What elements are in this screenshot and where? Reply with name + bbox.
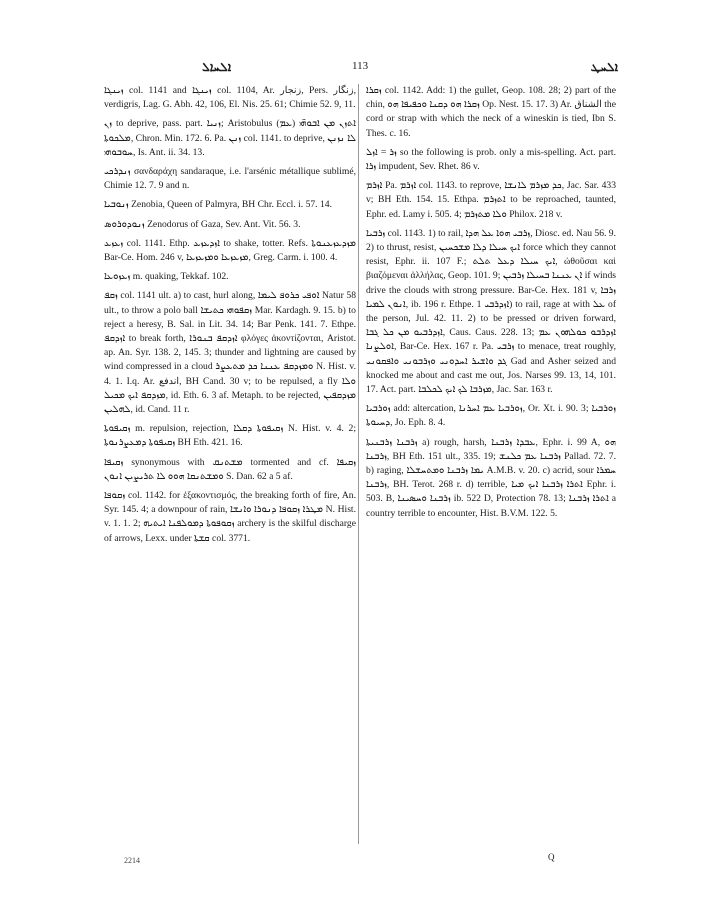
printer-signature: 2214 <box>124 856 140 865</box>
dictionary-entry: ܙܩܝܦܐ synonymous with ܡܫܬܢܩ tormented and cf. ܙܩܝܦܐ ܘܡܫܬܢܩܐ ܗܘܘ ܠܐ ܬܪܝܨܝܢ ܐܢܘܢ S. Dan. 62 a 5 af. <box>104 456 356 482</box>
dictionary-entry: ܙܢܘܕܘܪܘܣ Zenodorus of Gaza, Sev. Ant. Vit. 56. 3. <box>104 218 301 230</box>
running-head-left: ܐܠܚܐܠ <box>202 60 232 74</box>
gathering-mark: Q <box>548 852 555 862</box>
right-column <box>366 84 616 526</box>
dictionary-entry: ܙܥܙܘܥܐ m. quaking, Tekkaf. 102. <box>104 271 229 283</box>
dictionary-entry: ܙܢܕܪܟܝ σανδαράχη sandaraque, i.e. l'arsénic métallique sublimé, Chimie 12. 7. 9 and n. <box>104 166 356 192</box>
dictionary-entry: ܙܪܒܝܐ col. 1143. 1) to rail, ܙܪܒܝ ܗܘܐ ܥܠ ܗܕܐ, Diosc. ed. Nau 56. 9. 2) to thrust, resist, ܐܝܟ ܚܝܠܐ ܕܠܐ ܡܫܟܚܝܢ force which they cannot resist, Ephr. ii. 107 F.; ܐܝܟ ܚܝܠܐ ܕܥܠ ܬܠܬ, ὠθοῦσαι καὶ βιαζόμεναι ἀλλήλας, Geop. 101. 9; ܐܢ ܥܢܢܐ ܒܚܝܠܐ ܙܪܒܝܢ if winds drive the clouds with strong pressure. Bar-Ce. Hex. 181 v, ܙܪܒܐ ܐܢܘܢ ܠܡܝܐ, ib. 196 r. Ethpe. ܐܙܕܪܒܝ 1) to rail, rage at with ܥܠ of the person, Jul. 42. 11. 2) to be pressed or driven forward, ܐܙܕܪܒܝܘ ܡܢ ܟܠ ܓܒܐ, Caus. Caus. 228. 13; ܐܙܕܪܒܘ ܟܘܠܗܘܢ ܥܡ ܐܘܠܨܢܐ, Bar-Ce. Hex. 167 r. Pa. ܙܪܒܝ to menace, treat roughly, ܓܕ ܘܐܫܝܪ ܐܚܕܘܢܝ ܘܙܪܒܘܢܝ ܘܐܦܩܘܢܝ Gad and Asher seized and knocked me about and cast me out, Jos. Narses 99. 13, 14, 101. 17. Act. part. ܡܙܪܒܐ ܠܟ ܐܝܟ ܠܟܠܒܐ, Jac. Sar. 163 r. <box>366 227 617 396</box>
dictionary-entry: ܙܪܒܢܐ ܙܪܒܢܝܬܐ a) rough, harsh, ܥܒܕܐ ܙܪܒܢܐ, Ephr. i. 99 A, ܗܘ ܙܪܒܢܐ, BH Eth. 151 ult., 335. 19; ܙܪܒܢܐ ܥܡ ܟܠܢܫ Pallad. 72. 7. b) raging, ܝܡܐ ܙܪܒܢܐ ܘܡܬܚܫܠܐ A.M.B. v. 20. c) acrid, sour ܚܡܪܐ ܙܪܒܢܐ, BH. Terot. 268 r. d) terrible, ܐܬܪܐ ܙܪܒܢܐ ܐܝܟ ܡܝܐ Ephr. i. 503. B, ܙܪܒܢܐ ܘܚܣܝܢܐ ib. 522 D, Protection 78. 13; ܐܬܪܐ ܙܪܒܢܐ a country terrible to encounter, Hist. B.V.M. 122. 5. <box>366 436 617 519</box>
dictionary-entry: ܙܥܙܥ col. 1141. Ethp. ܐܙܕܥܙܥ to shake, totter. Refs. ܡܙܕܥܙܥܢܘܬܐ Bar-Ce. Hom. 246 v, ܡܙܥܙܥܐ ܘܡܙܥܙܥܐ, Greg. Carm. i. 100. 4. <box>104 237 356 264</box>
dictionary-entry: ܙܩܪܐ col. 1142. Add: 1) the gullet, Geop. 108. 28; 2) part of the chin, ܙܩܪܐ ܗܘ ܕܩܢܐ ܘܟܦܝܦܐ ܗܘ Op. Nest. 15. 17. 3) Ar. الشناق the cord or strap with which the neck of a wineskin is tied, Ibn S. Thes. c. 16. <box>366 85 616 139</box>
page-number: 113 <box>352 60 369 72</box>
dictionary-entry: ܙܩܝܦܘܬܐ m. repulsion, rejection, ܙܩܝܦܘܬܐ ܕܩܠܐ N. Hist. v. 4. 2; ܙܩܝܦܘܬܐ ܕܡܥܨܪܢܘܬܐ BH Eth. 421. 16. <box>104 423 356 449</box>
dictionary-entry: ܙܢܘܒܝܐ Zenobia, Queen of Palmyra, BH Chr. Eccl. i. 57. 14. <box>104 199 332 211</box>
dictionary-entry: ܙܪ = ܐܙܠ so the following is prob. only a mis-spelling. Act. part. ܙܪܐ impudent, Sev. Rhet. 86 v. <box>366 146 617 173</box>
dictionary-entry: ܙܢ to deprive, pass. part. ܙܢܝܐ; Aristobulus ܐܬܙܢ ܡܢ ܐܒܘܗ̈ܝ (ܥܡ) ܡܠܟܘܬܐ, Chron. Min. 172. 6. Pa. ܙܢܢ col. 1141. to deprive, ܠܐ ܢܙܢܢ ܚܘܒܘܗܝ, Is. Ant. ii. 34. 13. <box>104 118 356 158</box>
dictionary-entry: ܙܝܢܓܐ col. 1141 and ܙܝܢܓܐ col. 1104, Ar. زنجار, Pers. زنگار, verdigris, Lag. G. Abh. 42, 106, El. Nis. 25. 61; Chimie 52. 9, 11. <box>104 85 356 111</box>
dictionary-entry: ܙܩܘܦܐ col. 1142. for ἐξακοντισμός, the breaking forth of fire, An. Syr. 145. 4; a downpour of rain, ܡܛܪܐ ܙܩܘܦܐ ܕܢܘܪܐ ܘܐܢܫܐ N. Hist. v. 1. 1. 2; ܙܩܘܦܘܬܐ ܕܡܘܠܦܢܐ ܐܝܬܝܗ archery is the skilful discharge of arrows, Lexx. under ܩܫܬܐ col. 3771. <box>104 490 356 544</box>
column-divider <box>358 84 359 844</box>
dictionary-entry: ܙܩܦ col. 1141 ult. a) to cast, hurl along, ܐܘܦܝ ܟܪܘܦ ܠܝܡܐ Natur 58 ult., to throw a polo ball ܙܩܦܘܗܝ ܟܬܝܫܐ Mar. Kardagh. 9. 15. b) to reject a heresy, B. Sal. in Lit. 34. 14; Bar Penk. 141. 7. Ethpe. ܐܙܕܩܦ to break forth, ܐܙܕܩܦ ܒܢܘܪܐ φλόγες ἀκοντίζονται, Aristot. ap. An. Syr. 138. 2, 145. 3; thunder and lightning are caused by wind compressed in a cloud ܘܡܙܕܩܦ ܥܢܢܐ ܟܕ ܡܬܥܨܪ N. Hist. v. 4. 1. I.q. Ar. اندفع, BH Cand. 30 v; to be repulsed, a fly ܘܠܐ ܡܙܕܩܦ ܐܝܟ ܡܟܝܠ, id. Eth. 6. 3 af. Metaph. to be rejected, ܡܙܕܩܦܝܢ ܠܗܠܝܢ, id. Cand. 11 r. <box>104 290 357 416</box>
left-column <box>104 84 356 551</box>
dictionary-entry: ܐܙܪܡ Pa. ܐܙܪܡ col. 1143. to reprove, ܟܕ ܡܙܪܡ ܠܐܢܫܐ, Jac. Sar. 433 v; BH Eth. 154. 15. Ethpa. ܐܬܙܪܡ to be reproached, taunted, Ephr. ed. Lamy i. 505. 4; ܘܠܐ ܡܬܙܪܡ Philox. 218 v. <box>366 180 617 220</box>
dictionary-entry: ܙܘܪܒܝܐ add: altercation, ܙܘܪܒܝܐ ܥܡ ܐܚܪܢܐ, Or. Xt. i. 90. 3; ܙܘܪܒܝܐ ܕܚܝܘܬܐ, Jo. Eph. 8. 4. <box>366 403 616 429</box>
running-head-right: ܐܠܚܛ <box>590 60 618 74</box>
page-header <box>108 58 618 78</box>
